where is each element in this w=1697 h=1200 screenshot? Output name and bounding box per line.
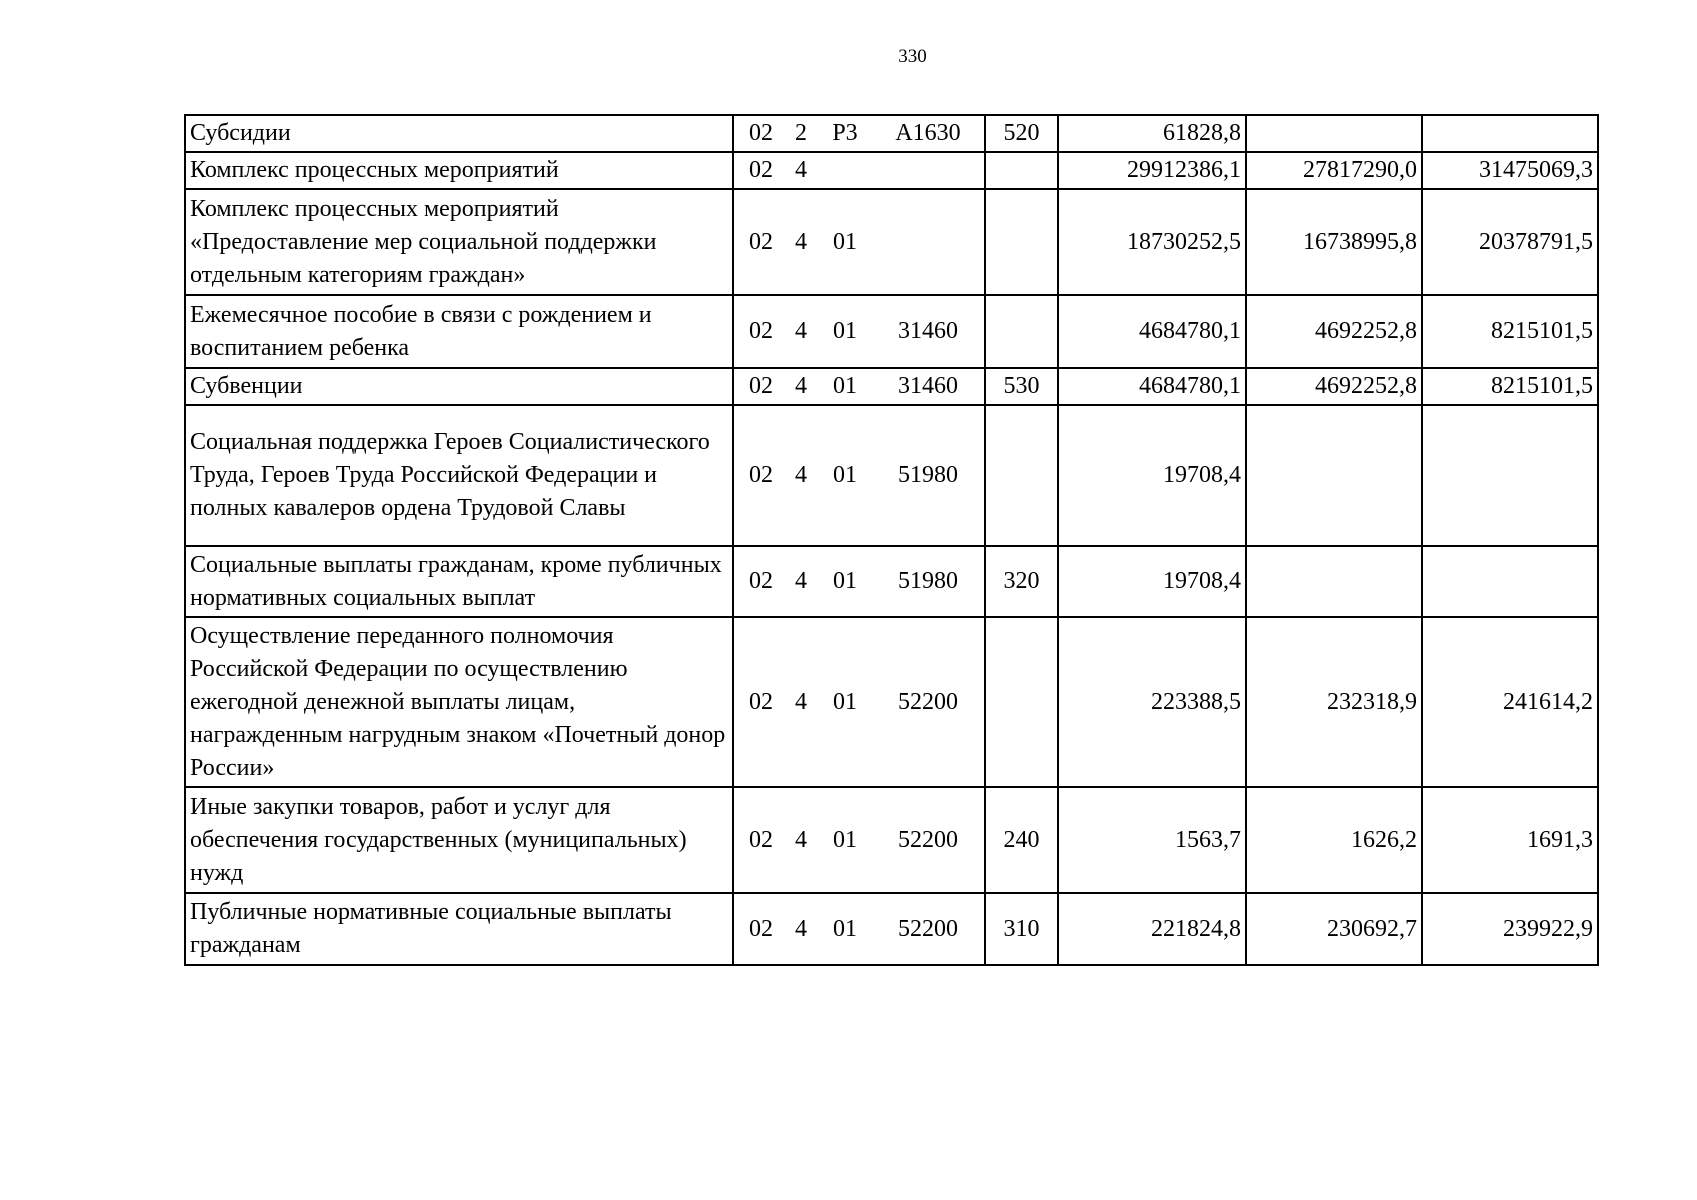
amount-year-1: 19708,4 — [1058, 546, 1246, 617]
amount-year-1: 221824,8 — [1058, 893, 1246, 965]
expense-type-code — [985, 617, 1058, 787]
amount-year-3: 8215101,5 — [1422, 368, 1598, 405]
row-name: Ежемесячное пособие в связи с рождением и воспитанием ребенка — [185, 295, 733, 368]
activity-code: 01 — [833, 688, 857, 715]
subprogram-code: 2 — [795, 120, 807, 146]
subprogram-code: 4 — [795, 318, 807, 344]
expense-code: 51980 — [898, 462, 958, 488]
amount-year-2 — [1246, 405, 1422, 546]
amount-year-2: 232318,9 — [1246, 617, 1422, 787]
table-row — [185, 368, 1598, 405]
amount-year-3: 239922,9 — [1422, 893, 1598, 965]
subprogram-code: 4 — [795, 915, 807, 942]
row-name: Субвенции — [185, 368, 733, 405]
amount-year-3: 20378791,5 — [1422, 189, 1598, 295]
program-code: 02 — [749, 568, 773, 594]
subprogram-code: 4 — [795, 228, 807, 255]
expense-code: 52200 — [898, 915, 958, 942]
table-row — [185, 546, 1598, 617]
activity-code: 01 — [833, 568, 857, 594]
subprogram-code: 4 — [795, 568, 807, 594]
amount-year-3: 8215101,5 — [1422, 295, 1598, 368]
expense-code: 31460 — [898, 373, 958, 399]
table-row — [185, 295, 1598, 368]
amount-year-3 — [1422, 546, 1598, 617]
amount-year-1: 61828,8 — [1058, 115, 1246, 152]
row-codes — [733, 295, 985, 368]
row-name: Субсидии — [185, 115, 733, 152]
budget-table — [184, 114, 1599, 966]
row-codes — [733, 546, 985, 617]
program-code: 02 — [749, 373, 773, 399]
subprogram-code: 4 — [795, 373, 807, 399]
row-codes — [733, 115, 985, 152]
program-code: 02 — [749, 826, 773, 853]
activity-code: 01 — [833, 915, 857, 942]
program-code: 02 — [749, 915, 773, 942]
program-code: 02 — [749, 688, 773, 715]
amount-year-1: 223388,5 — [1058, 617, 1246, 787]
amount-year-2: 1626,2 — [1246, 787, 1422, 893]
activity-code: 01 — [833, 318, 857, 344]
row-name: Осуществление переданного полномочия Российской Федерации по осуществлению ежегодной денежной выплаты лицам, награжденным нагрудным знаком «Почетный донор России» — [185, 617, 733, 787]
table-row — [185, 115, 1598, 152]
amount-year-1: 18730252,5 — [1058, 189, 1246, 295]
amount-year-3 — [1422, 405, 1598, 546]
row-codes — [733, 368, 985, 405]
expense-type-code — [985, 295, 1058, 368]
activity-code: Р3 — [832, 120, 858, 146]
expense-type-code: 320 — [985, 546, 1058, 617]
expense-code: 52200 — [898, 826, 958, 853]
subprogram-code: 4 — [795, 157, 807, 183]
amount-year-1: 4684780,1 — [1058, 368, 1246, 405]
expense-code: 52200 — [898, 688, 958, 715]
row-codes — [733, 189, 985, 295]
amount-year-2 — [1246, 115, 1422, 152]
program-code: 02 — [749, 157, 773, 183]
table-row — [185, 893, 1598, 965]
row-codes — [733, 617, 985, 787]
subprogram-code: 4 — [795, 462, 807, 488]
expense-code: А1630 — [895, 120, 961, 146]
subprogram-code: 4 — [795, 826, 807, 853]
amount-year-1: 1563,7 — [1058, 787, 1246, 893]
subprogram-code: 4 — [795, 688, 807, 715]
amount-year-3: 241614,2 — [1422, 617, 1598, 787]
activity-code: 01 — [833, 228, 857, 255]
expense-code: 31460 — [898, 318, 958, 344]
amount-year-2: 230692,7 — [1246, 893, 1422, 965]
expense-type-code: 240 — [985, 787, 1058, 893]
row-name: Комплекс процессных мероприятий — [185, 152, 733, 189]
program-code: 02 — [749, 462, 773, 488]
amount-year-1: 29912386,1 — [1058, 152, 1246, 189]
row-name: Комплекс процессных мероприятий «Предоставление мер социальной поддержки отдельным категориям граждан» — [185, 189, 733, 295]
amount-year-3: 31475069,3 — [1422, 152, 1598, 189]
amount-year-3: 1691,3 — [1422, 787, 1598, 893]
row-codes — [733, 152, 985, 189]
amount-year-2: 16738995,8 — [1246, 189, 1422, 295]
page-number: 330 — [898, 46, 927, 67]
expense-code: 51980 — [898, 568, 958, 594]
table-row — [185, 617, 1598, 787]
expense-type-code: 520 — [985, 115, 1058, 152]
activity-code: 01 — [833, 373, 857, 399]
program-code: 02 — [749, 228, 773, 255]
program-code: 02 — [749, 318, 773, 344]
amount-year-2 — [1246, 546, 1422, 617]
row-name: Публичные нормативные социальные выплаты гражданам — [185, 893, 733, 965]
activity-code: 01 — [833, 826, 857, 853]
row-codes — [733, 405, 985, 546]
expense-type-code: 530 — [985, 368, 1058, 405]
expense-type-code — [985, 189, 1058, 295]
amount-year-2: 4692252,8 — [1246, 368, 1422, 405]
expense-type-code: 310 — [985, 893, 1058, 965]
table-row — [185, 787, 1598, 893]
row-name: Социальная поддержка Героев Социалистического Труда, Героев Труда Российской Федерации и полных кавалеров ордена Трудовой Славы — [185, 405, 733, 546]
program-code: 02 — [749, 120, 773, 146]
activity-code: 01 — [833, 462, 857, 488]
table-row — [185, 189, 1598, 295]
table-row — [185, 152, 1598, 189]
row-name: Социальные выплаты гражданам, кроме публичных нормативных социальных выплат — [185, 546, 733, 617]
amount-year-2: 4692252,8 — [1246, 295, 1422, 368]
expense-type-code — [985, 405, 1058, 546]
amount-year-2: 27817290,0 — [1246, 152, 1422, 189]
row-name: Иные закупки товаров, работ и услуг для обеспечения государственных (муниципальных) нужд — [185, 787, 733, 893]
table-row — [185, 405, 1598, 546]
row-codes — [733, 787, 985, 893]
amount-year-1: 19708,4 — [1058, 405, 1246, 546]
amount-year-1: 4684780,1 — [1058, 295, 1246, 368]
expense-type-code — [985, 152, 1058, 189]
row-codes — [733, 893, 985, 965]
amount-year-3 — [1422, 115, 1598, 152]
